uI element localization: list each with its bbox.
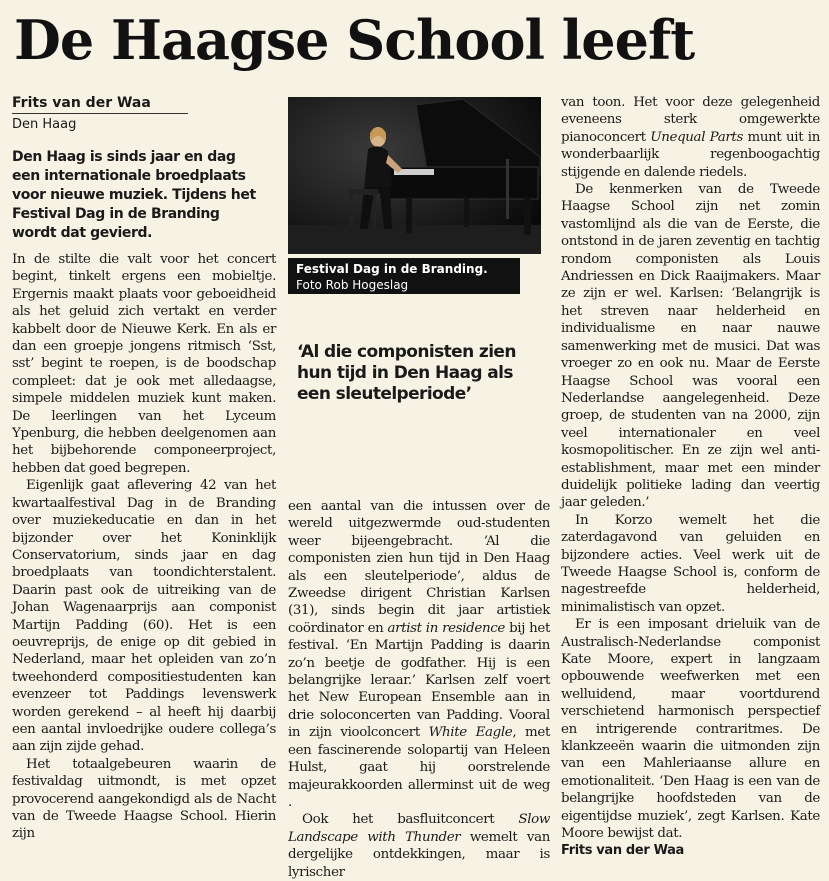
byline (12, 94, 188, 134)
article-column-2 (288, 498, 550, 881)
caption-title: Festival Dag in de Branding. (296, 262, 488, 276)
paragraph: De kenmerken van de Tweede Haagse School zijn net zomin vastomlijnd als die van de Eerste, die ontstond in de jaren zeventig en tachtig rondom componisten als Louis Andriessen en Dick Raaijmakers. Maar ze zijn er wel. Karlsen: ‘Belangrijk is het streven naar helderheid en individualisme en naar nauwe samenwerking met de musici. Dat was vroeger zo en ook nu. Maar de Eerste Haagse School was vooral een Nederlandse aangelegenheid. Deze groep, de studenten van na 2000, zijn veel internationaler en veel kosmopolitischer. En ze zijn wel anti-establishment, maar met een minder duidelijk politieke lading dan veertig jaar geleden.’ (561, 182, 820, 511)
intro-lead: Den Haag is sinds jaar en dag een internationale broedplaats voor nieuwe muziek. Tijdens het Festival Dag in de Branding wordt dat gevierd. (12, 149, 256, 241)
concert-photo (288, 97, 541, 254)
headline: De Haagse School leeft (14, 8, 695, 72)
closing-byline: Frits van der Waa (561, 843, 684, 859)
photo-caption (288, 258, 520, 294)
paragraph: Ook het basfluitconcert Slow Landscape with Thunder wemelt van dergelijke ontdekkingen, maar is lyrischer (288, 812, 550, 880)
article-column-1 (12, 251, 276, 843)
paragraph: Eigenlijk gaat aflevering 42 van het kwartaalfestival Dag in de Branding over muziekeducatie en dan in het bijzonder over het Koninklijk Conservatorium, sinds jaar en dag broedplaats van toondichterstalent. Daarin past ook de uitreiking van de Johan Wagenaarprijs aan componist Martijn Padding (60). Het is een oeuvreprijs, de enige op dit gebied in Nederland, maar het opleiden van zo’n tweehonderd compositiestudenten kan evenzeer tot Paddings levenswerk worden gerekend – al heeft hij daarbij een aantal invloedrijke oudere collega’s aan zijn zijde gehad. (12, 478, 276, 755)
paragraph: Er is een imposant drieluik van de Australisch-Nederlandse componist Kate Moore, expert in langzaam opbouwende weefwerken met een welluidend, maar voortdurend verschietend harmonisch perspectief en intrigerende contraritmes. De klankzeeën waarin die uitmonden zijn van een Mahleriaanse allure en emotionaliteit. ‘Den Haag is een van de belangrijke hoofdsteden van de eigentijdse muziek’, zegt Karlsen. Kate Moore bewijst dat. (561, 617, 820, 842)
paragraph: Het totaalgebeuren waarin de festivaldag uitmondt, is met opzet provocerend aangekondigd als de Nacht van de Tweede Haagse School. Hierin zijn (12, 756, 276, 842)
byline-place: Den Haag (12, 117, 77, 132)
paragraph: een aantal van die intussen over de wereld uitgezwermde oud-studenten weer bijeengebracht. ‘Al die componisten zien hun tijd in Den Haag als een sleutelperiode’, aldus de Zweedse dirigent Christian Karlsen (31), sinds begin dit jaar artistiek coördinator en artist in residence bij het festival. ‘En Martijn Padding is daarin zo’n beetje de godfather. Hij is een belangrijke leraar.’ Karlsen zelf voert het New European Ensemble aan in drie soloconcerten van Padding. Vooral in zijn vioolconcert White Eagle, met een fascinerende solopartij van Heleen Hulst, gaat hij oorstrelende majeurakkoorden allerminst uit de weg . (288, 499, 550, 810)
pull-quote: ‘Al die componisten zien hun tijd in Den Haag als een sleutelperiode’ (297, 342, 516, 404)
caption-credit: Foto Rob Hogeslag (296, 278, 409, 292)
paragraph: van toon. Het voor deze gelegenheid eveneens sterk omgewerkte pianoconcert Unequal Parts munt uit in wonderbaarlijk regenboogachtig stijgende en dalende riedels. (561, 95, 821, 180)
article-column-3 (561, 94, 820, 860)
byline-author: Frits van der Waa (12, 94, 188, 114)
paragraph: In de stilte die valt voor het concert begint, tinkelt ergens een mobieltje. Ergernis maakt plaats voor geboeidheid als het geluid zich vertakt en verder kabbelt door de Nieuwe Kerk. En als er dan een groepje jongens ritmisch ‘Sst, sst’ begint te roepen, is de boodschap compleet: dat je ook met alledaagse, simpele middelen muziek kunt maken. De leerlingen van het Lyceum Ypenburg, die hebben deelgenomen aan het bijbehorende componeerproject, hebben dat goed begrepen. (12, 252, 276, 476)
paragraph: In Korzo wemelt het die zaterdagavond van geluiden en bijzondere acties. Veel werk uit de Tweede Haagse School is, conform de nagestreefde helderheid, minimalistisch van opzet. (561, 512, 820, 615)
pianist-image (288, 97, 541, 254)
